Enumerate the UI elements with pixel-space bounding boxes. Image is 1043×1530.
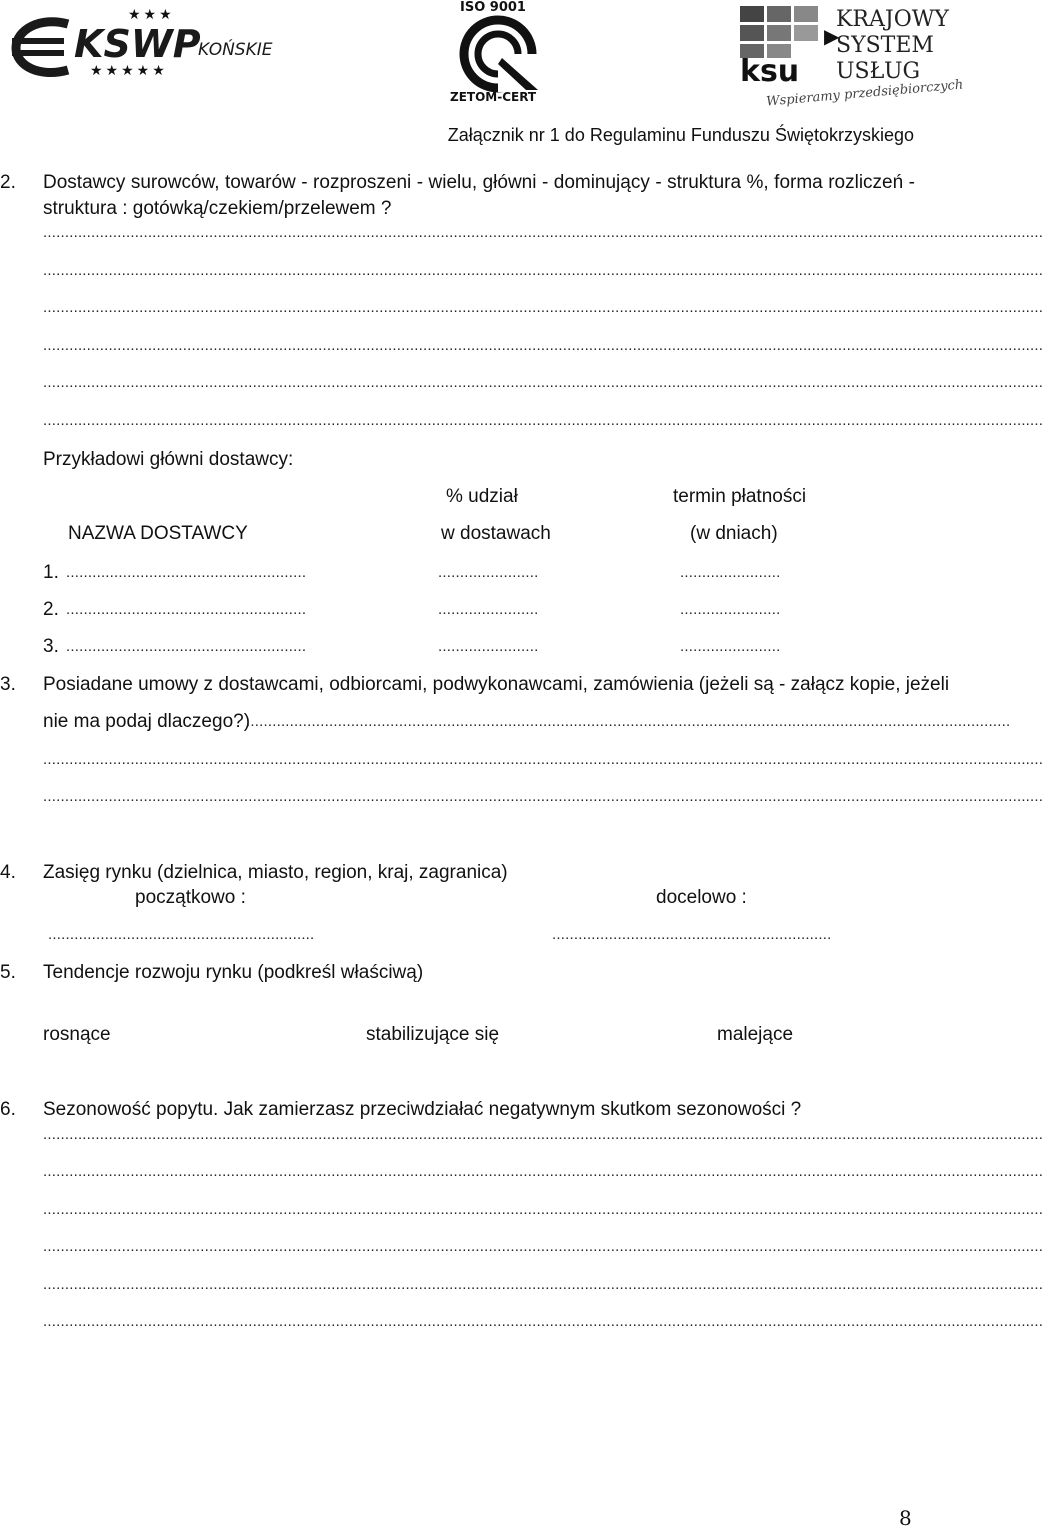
suppliers-intro: Przykładowi główni dostawcy: (43, 449, 294, 470)
q3-answer-line-2[interactable]: ..................................................................................................................................................................................................................................... (43, 751, 1043, 768)
page-number: 8 (899, 1506, 912, 1530)
ksu-arrow-icon: ▶ (824, 26, 840, 48)
kswp-logo (10, 6, 273, 88)
q6-answer-line-2[interactable]: ..................................................................................................................................................................................................................................... (43, 1163, 1043, 1180)
q6-answer-line-3[interactable]: ..................................................................................................................................................................................................................................... (43, 1201, 1043, 1218)
kswp-stars-top-icon: ★★★ (128, 6, 175, 22)
ksu-abbr-text: ksu (740, 54, 800, 89)
supplier-row-2-term[interactable]: ....................... (680, 601, 781, 618)
ksu-line3: USŁUG (836, 59, 921, 84)
col-name-header: NAZWA DOSTAWCY (68, 523, 248, 544)
q6-answer-line-4[interactable]: ..................................................................................................................................................................................................................................... (43, 1238, 1043, 1255)
col-share-header-1: % udział (446, 486, 518, 507)
q2-question-line2: struktura : gotówką/czekiem/przelewem ? (43, 198, 392, 219)
ksu-squares-icon (740, 6, 820, 58)
supplier-row-1-share[interactable]: ....................... (438, 564, 539, 581)
col-share-header-2: w dostawach (441, 523, 551, 544)
supplier-row-2-name[interactable]: ....................................................... (66, 601, 307, 618)
kswp-logo-subtext: KOŃSKIE (198, 40, 273, 60)
iso-cert-icon (456, 14, 546, 92)
q5-question: Tendencje rozwoju rynku (podkreśl właściwą) (43, 962, 424, 983)
kswp-stars-icon: ★★★★★ (90, 62, 168, 78)
supplier-row-1-name[interactable]: ....................................................... (66, 564, 307, 581)
ksu-logo (740, 4, 964, 114)
ksu-line1: KRAJOWY (836, 7, 949, 32)
supplier-row-2-share[interactable]: ....................... (438, 601, 539, 618)
q4-number: 4. (0, 862, 16, 883)
ksu-tagline: Wspieramy przedsiębiorczych (765, 77, 964, 110)
q2-answer-line-6[interactable]: ..................................................................................................................................................................................................................................... (43, 412, 1043, 429)
annex-note: Załącznik nr 1 do Regulaminu Funduszu Świętokrzyskiego (447, 125, 914, 145)
supplier-row-1-term[interactable]: ....................... (680, 564, 781, 581)
supplier-row-3-share[interactable]: ....................... (438, 638, 539, 655)
q4-initial-label: początkowo : (135, 887, 246, 908)
q2-question-line1: Dostawcy surowców, towarów - rozproszeni - wielu, główni - dominujący - struktura %, forma rozliczeń - (43, 172, 915, 193)
supplier-row-3-number: 3. (43, 636, 59, 657)
q6-answer-line-1[interactable]: ..................................................................................................................................................................................................................................... (43, 1126, 1043, 1143)
col-term-header-1: termin płatności (673, 486, 807, 507)
kswp-euro-icon (10, 16, 80, 76)
q4-initial-answer[interactable]: ............................................................. (48, 926, 315, 943)
q5-option-stabilizing[interactable]: stabilizujące się (366, 1024, 500, 1045)
q3-answer-line-1[interactable]: ............................................................................................................................................................................... (246, 713, 1011, 730)
supplier-row-3-term[interactable]: ....................... (680, 638, 781, 655)
q2-answer-line-3[interactable]: ..................................................................................................................................................................................................................................... (43, 299, 1043, 316)
q3-question-line2: nie ma podaj dlaczego?) (43, 711, 251, 732)
q6-answer-line-5[interactable]: ..................................................................................................................................................................................................................................... (43, 1276, 1043, 1293)
iso-logo-top-text: ISO 9001 (460, 0, 526, 15)
kswp-logo-text: KSWP (74, 22, 201, 66)
q2-number: 2. (0, 172, 16, 193)
q6-question: Sezonowość popytu. Jak zamierzasz przeciwdziałać negatywnym skutkom sezonowości ? (43, 1099, 802, 1120)
q3-number: 3. (0, 674, 16, 695)
q5-option-declining[interactable]: malejące (717, 1024, 794, 1045)
supplier-row-1-number: 1. (43, 562, 59, 583)
supplier-row-3-name[interactable]: ....................................................... (66, 638, 307, 655)
q2-answer-line-2[interactable]: ..................................................................................................................................................................................................................................... (43, 262, 1043, 279)
iso-logo-bottom-text: ZETOM-CERT (450, 90, 537, 104)
q6-answer-line-6[interactable]: ..................................................................................................................................................................................................................................... (43, 1313, 1043, 1330)
q2-answer-line-4[interactable]: ..................................................................................................................................................................................................................................... (43, 337, 1043, 354)
q5-number: 5. (0, 962, 16, 983)
q2-answer-line-5[interactable]: ..................................................................................................................................................................................................................................... (43, 374, 1043, 391)
col-term-header-2: (w dniach) (690, 523, 778, 544)
supplier-row-2-number: 2. (43, 599, 59, 620)
q5-option-growing[interactable]: rosnące (43, 1024, 111, 1045)
q4-question: Zasięg rynku (dzielnica, miasto, region, kraj, zagranica) (43, 862, 508, 883)
q6-number: 6. (0, 1099, 16, 1120)
q4-target-answer[interactable]: ................................................................ (552, 926, 832, 943)
q3-question-line1: Posiadane umowy z dostawcami, odbiorcami, podwykonawcami, zamówienia (jeżeli są - załącz kopie, jeżeli (43, 674, 950, 695)
q3-answer-line-3[interactable]: ..................................................................................................................................................................................................................................... (43, 788, 1043, 805)
q4-target-label: docelowo : (656, 887, 747, 908)
q2-answer-line-1[interactable]: ..................................................................................................................................................................................................................................... (43, 224, 1043, 241)
iso-logo (446, 0, 556, 110)
ksu-line2: SYSTEM (836, 33, 934, 58)
